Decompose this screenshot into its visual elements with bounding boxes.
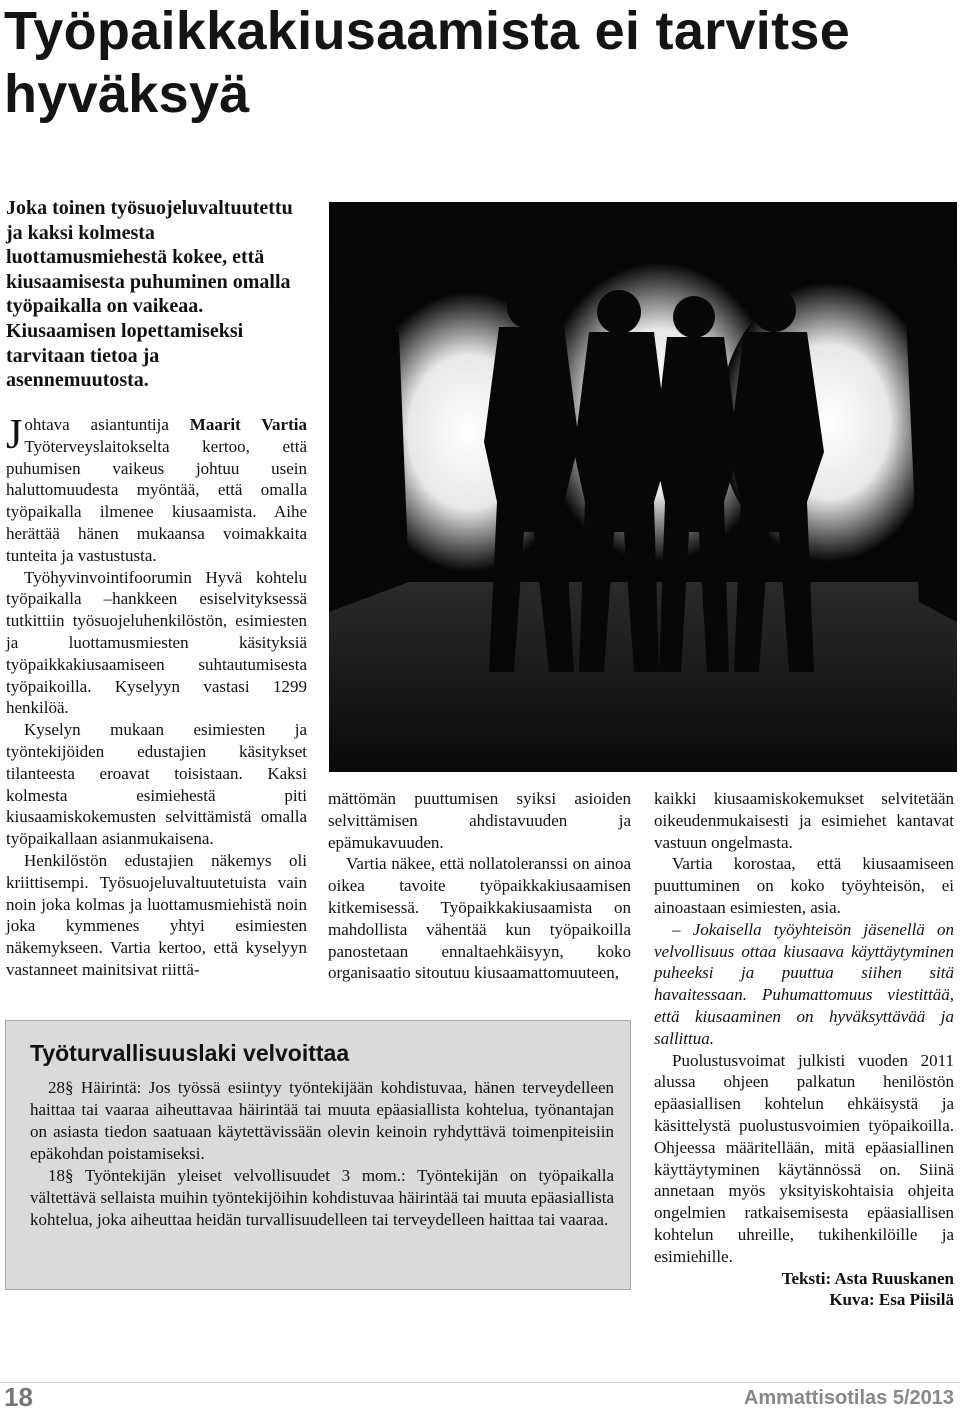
article-column-3: [654, 788, 954, 1311]
paragraph: Vartia korostaa, että kiusaamiseen puuttuminen on koko työyhteisön, ei ainoastaan esimiesten, asia.: [654, 854, 954, 917]
paragraph: Henkilöstön edustajien näkemys oli kriittisempi. Työsuojeluvaltuutetuista vain noin joka kolmas ja luottamusmiehistä noin joka kymmenes yhtyi esimiesten näkemykseen. Vartia kertoo, että kyselyyn vastanneet mainitsivat riittä-: [6, 850, 307, 979]
soldiers-silhouette-image: [329, 202, 957, 772]
article-headline: Työpaikkakiusaamista ei tarvitse hyväksyä: [4, 1, 851, 124]
article-photo: [329, 202, 957, 772]
paragraph: mättömän puuttumisen syiksi asioiden selvittämisen ahdistavuuden ja epämukavuuden.: [328, 789, 631, 852]
law-paragraph-18: 18§ Työntekijän yleiset velvollisuudet 3 mom.: Työntekijän on työpaikalla vältettävä sellaista muihin työntekijöihin kohdistuvaa häirintää tai muuta epäasiallista kohtelua, joka aiheuttaa heidän turvallisuudelleen tai terveydelleen haittaa tai vaaraa.: [30, 1166, 614, 1229]
drop-cap: J: [6, 412, 23, 458]
intro-text-start: ohtava asiantuntija: [24, 415, 190, 434]
footer-divider: [0, 1382, 960, 1383]
sidebox-body: [30, 1077, 614, 1231]
magazine-issue: Ammattisotilas 5/2013: [743, 1387, 954, 1409]
article-column-2: [328, 788, 631, 984]
sidebox-title: Työturvallisuuslaki velvoittaa: [30, 1040, 350, 1066]
text-credit: Teksti: Asta Ruuskanen: [781, 1268, 954, 1288]
paragraph-intro: [6, 414, 307, 567]
law-sidebox: [5, 1020, 631, 1290]
article-lead: Joka toinen työsuojeluvaltuutettu ja kaksi kolmesta luottamusmiehestä kokee, että kiusaamisesta puhuminen omalla työpaikalla on vaikeaa. Kiusaamisen lopettamiseksi tarvitaan tietoa ja asennemuutosta.: [6, 197, 293, 392]
quote-paragraph: – Jokaisella työyhteisön jäsenellä on velvollisuus ottaa kiusaava käyttäytyminen puheeksi ja puuttua siihen sitä havaitessaan. Puhumattomuus viestittää, että kiusaaminen on hyväksyttävää ja sallittua.: [654, 919, 954, 1048]
expert-name: Maarit Vartia: [189, 415, 307, 434]
paragraph: Työhyvinvointifoorumin Hyvä kohtelu työpaikalla –hankkeen esiselvityksessä tutkittiin työsuojeluhenkilöstön, esimiesten ja luottamusmiesten käsityksiä työpaikkakiusaamiseen suhtautumisesta työpaikoilla. Kyselyyn vastasi 1299 henkilöä.: [6, 567, 307, 718]
intro-text-end: Työterveyslaitokselta kertoo, että puhumisen vaikeus johtuu usein haluttomuudesta myöntää, että omalla työpaikalla ilmenee kiusaamista. Aihe herättää hänen mukaansa voimakkaita tunteita ja vastustusta.: [6, 436, 307, 565]
photo-credit: Kuva: Esa Piisilä: [829, 1290, 954, 1310]
article-column-1: [6, 414, 307, 981]
page-number: 18: [4, 1382, 33, 1412]
paragraph: Vartia näkee, että nollatoleranssi on ainoa oikea tavoite työpaikkakiusaamisen kitkemisessä. Työpaikkakiusaamista on mahdollista vähentää kun työpaikoilla panostetaan ennaltaehkäisyyn, koko organisaatio sitoutuu kiusaamattomuuteen,: [328, 854, 631, 983]
paragraph: Kyselyn mukaan esimiesten ja työntekijöiden edustajien käsitykset tilanteesta eroavat toisistaan. Kaksi kolmesta esimiehestä piti kiusaamiskokemusten selvittämistä omalla työpaikallaan asianmukaisena.: [6, 720, 307, 849]
law-paragraph-28: 28§ Häirintä: Jos työssä esiintyy työntekijään kohdistuvaa, hänen terveydelleen haittaa tai vaaraa aiheuttavaa häirintää tai muuta epäasiallista kohtelua, työnantajan on asiasta tiedon saatuaan käytettävissään olevin keinoin ryhdyttävä toimenpiteisiin epäkohdan poistamiseksi.: [30, 1078, 614, 1163]
paragraph: kaikki kiusaamiskokemukset selvitetään oikeudenmukaisesti ja esimiehet kantavat vastuun ongelmasta.: [654, 789, 954, 852]
paragraph: Puolustusvoimat julkisti vuoden 2011 alussa ohjeen palkatun henilöstön epäasiallisen kohtelun ehkäisystä ja käsittelystä puolustusvoimien työpaikoilla. Ohjeessa määritellään, mitä epäasiallinen käyttäytyminen käytännössä on. Siinä annetaan myös yksityiskohtaisia ohjeita ongelmien ratkaisemisesta epäasiallisen kohtelun uhreille, tukihenkilöille ja esimiehille.: [654, 1050, 954, 1266]
